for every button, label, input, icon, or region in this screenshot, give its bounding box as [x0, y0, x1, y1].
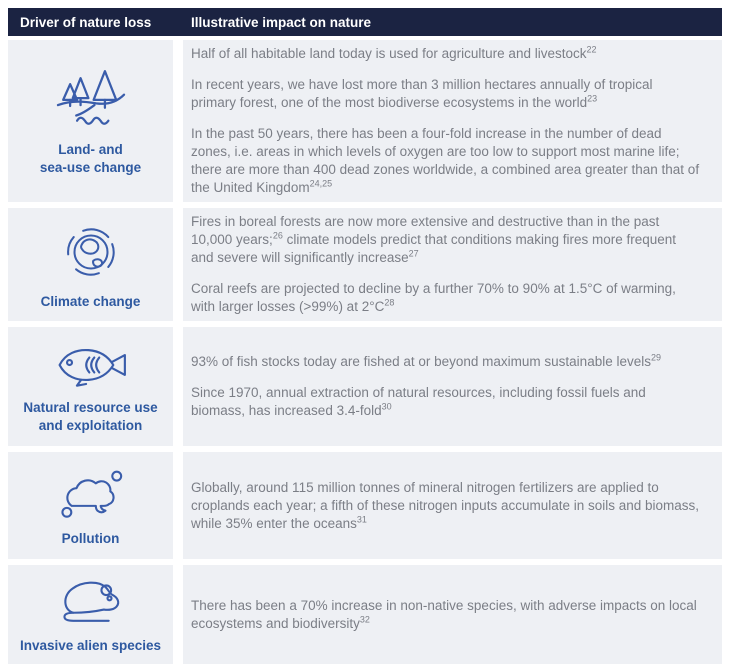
impact-paragraph: Since 1970, annual extraction of natural resources, including fossil fuels and biomass, has increased 3.4-fold$^{30}$: [191, 385, 646, 418]
globe-icon: [58, 219, 124, 285]
footnote-reference: 26: [272, 230, 283, 241]
footnote-reference: 32: [359, 614, 370, 624]
driver-cell-climate-change: [8, 208, 173, 321]
impact-paragraph: 93% of fish stocks today are fished at or beyond maximum sustainable levels$^{29}$: [191, 352, 661, 369]
table-row-climate-change: [8, 208, 722, 321]
smog-cloud-icon: [54, 464, 128, 522]
column-header-driver: Driver of nature loss: [20, 14, 152, 30]
trees-waves-icon: [51, 65, 131, 133]
rodent-icon: [54, 574, 128, 629]
impact-cell-invasive-alien-species: [183, 565, 722, 664]
table-row-natural-resource-use-and-exploitation: [8, 327, 722, 446]
driver-label: Land- and sea-use change: [39, 142, 142, 175]
impact-paragraph: Globally, around 115 million tonnes of mineral nitrogen fertilizers are applied to croplands each year; a fifth of these nitrogen inputs accumulate in soils and biomass, while 35% enter the oceans$^{31}$: [191, 479, 700, 531]
driver-label: Climate change: [40, 293, 141, 309]
driver-cell-land-and-sea-use-change: [8, 40, 173, 202]
impact-cell-pollution: [183, 452, 722, 559]
fish-icon: [53, 339, 129, 391]
impact-cell-climate-change: [183, 208, 722, 321]
footnote-reference: 22: [586, 44, 597, 55]
impact-paragraph: Half of all habitable land today is used for agriculture and livestock$^{22}$: [191, 44, 597, 61]
footnote-reference: 31: [356, 514, 367, 524]
driver-label: Invasive alien species: [19, 638, 162, 654]
table-row-land-and-sea-use-change: [8, 40, 722, 202]
impact-paragraph: Coral reefs are projected to decline by a further 70% to 90% at 1.5°C of warming, with larger losses (>99%) at $2^\circ C^{28}$: [191, 281, 676, 314]
table-row-invasive-alien-species: [8, 565, 722, 664]
impact-paragraph: In the past 50 years, there has been a four-fold increase in the number of dead zones, i.e. areas in which levels of oxygen are too low to support most marine life; there are more than 400 dead zones worldwide, a combined area greater than that of the United Kingdom$^{24,25}$: [191, 126, 700, 195]
impact-cell-natural-resource-use-and-exploitation: [183, 327, 722, 446]
impact-paragraph: There has been a 70% increase in non-native species, with adverse impacts on local ecosystems and biodiversity$^{32}$: [191, 597, 697, 631]
table-body: [8, 40, 722, 664]
footnote-reference: 27: [408, 248, 419, 259]
footnote-reference: 23: [587, 93, 598, 104]
footnote-reference: 29: [650, 352, 661, 363]
footnote-reference: 28: [384, 297, 395, 308]
impact-paragraph: In recent years, we have lost more than 3 million hectares annually of tropical primary forest, one of the most biodiverse ecosystems in the world$^{23}$: [191, 77, 653, 110]
driver-cell-invasive-alien-species: [8, 565, 173, 664]
column-header-impact: Illustrative impact on nature: [191, 14, 372, 30]
driver-cell-natural-resource-use-and-exploitation: [8, 327, 173, 446]
table-row-pollution: [8, 452, 722, 559]
footnote-reference: 24,25: [309, 178, 333, 189]
footnote-reference: 30: [381, 401, 392, 412]
driver-label: Pollution: [61, 530, 120, 546]
impact-paragraph: Fires in boreal forests are now more extensive and destructive than in the past 10,000 years;$^{26}$ climate models predict that conditions making fires more frequent and severe will significantly increase$^{27}$: [191, 214, 677, 265]
driver-label: Natural resource use and exploitation: [23, 399, 158, 433]
table-header: [8, 8, 722, 36]
impact-cell-land-and-sea-use-change: [183, 40, 722, 202]
driver-cell-pollution: [8, 452, 173, 559]
